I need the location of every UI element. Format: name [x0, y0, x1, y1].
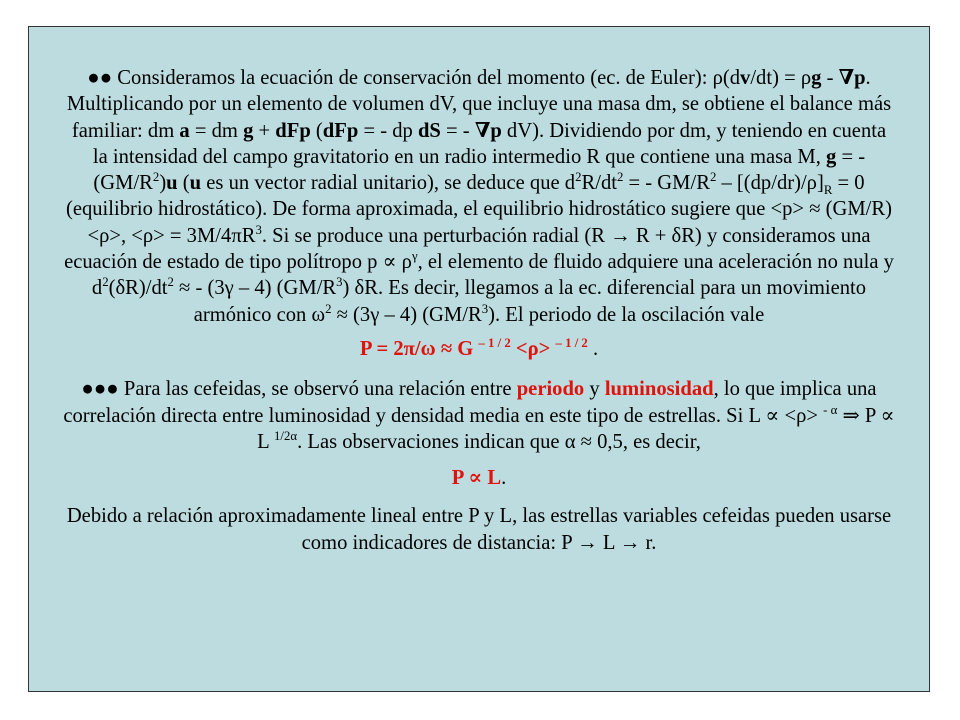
superscript: 2 — [575, 170, 582, 185]
text-run: R/dt — [581, 172, 617, 195]
superscript: 3 — [255, 222, 262, 237]
equation-text: P ∝ L — [451, 467, 502, 490]
vector-g: g — [811, 67, 822, 89]
text-run: - — [821, 67, 839, 89]
text-run: . Las observaciones indican que α ≈ 0,5, es decir, — [297, 430, 701, 453]
text-run: , el elemento de fluido adquiere una aceleración no nula y d — [91, 251, 894, 300]
vector-dFp: dFp — [322, 119, 359, 142]
text-run: ( — [310, 119, 323, 142]
gradient-p: ∇p — [838, 67, 866, 89]
vector-g: g — [243, 119, 254, 142]
slide-panel — [28, 26, 930, 692]
paragraph-cepheids — [63, 376, 895, 455]
text-run: = - (GM/R — [93, 145, 866, 195]
text-run: ) — [159, 172, 167, 195]
text-run: ( — [177, 172, 190, 195]
text-run: ) δR. Es decir, llegamos a la ec. diferencial para un movimiento armónico con ω — [193, 277, 867, 326]
superscript: 2 — [102, 275, 109, 290]
equation-exponent: – 1 / 2 — [478, 336, 511, 351]
vector-v: v — [740, 67, 751, 89]
superscript: 2 — [709, 170, 717, 185]
vector-g: g — [826, 145, 837, 168]
subscript: R — [823, 183, 833, 198]
equation-period-luminosity — [63, 465, 895, 491]
text-run: ●● Consideramos la ecuación de conservación del momento (ec. de Euler): ρ(d — [87, 67, 741, 89]
text-run: ≈ (3γ – 4) (GM/R — [331, 303, 482, 326]
text-run: /dt) = ρ — [750, 67, 812, 89]
vector-dFp: dFp — [275, 119, 311, 142]
highlight-periodo: periodo — [516, 378, 585, 401]
text-run: = - dp — [358, 119, 418, 142]
equation-period-end: . — [587, 337, 599, 360]
text-run: ⇒ P ∝ L — [257, 404, 895, 453]
text-run: + — [253, 119, 276, 142]
text-run: , lo que implica una correlación directa entre luminosidad y densidad media en este tipo de estrellas. Si L ∝ <ρ> — [63, 378, 877, 427]
text-run: ). El periodo de la oscilación vale — [488, 303, 765, 326]
superscript: 2 — [616, 170, 624, 185]
equation-exponent: – 1 / 2 — [555, 336, 588, 351]
text-run: . Multiplicando por un elemento de volumen dV, que incluye una masa dm, se obtiene el balance más familiar: dm — [66, 67, 892, 142]
paragraph-distance: Debido a relación aproximadamente lineal entre P y L, las estrellas variables cefeidas pueden usarse como indicadores de distancia: P → L → r. — [66, 505, 892, 554]
superscript: 3 — [336, 275, 343, 290]
text-run: = dm — [189, 119, 244, 142]
equation-period-end: . — [501, 467, 507, 490]
text-run: – [(dp/dr)/ρ] — [716, 172, 824, 195]
vector-u: u — [166, 172, 178, 195]
superscript: - α — [823, 402, 838, 417]
text-run: = - — [440, 119, 475, 142]
equation-period — [63, 336, 895, 362]
superscript: 2 — [325, 301, 332, 316]
superscript: γ — [411, 249, 418, 264]
text-run: . Si se produce una perturbación radial (R → R + δR) y consideramos una ecuación de estado de tipo polítropo p ∝ ρ — [64, 224, 871, 274]
vector-a: a — [179, 119, 190, 142]
superscript: 2 — [167, 275, 174, 290]
text-run: ●●● Para las cefeidas, se observó una relación entre — [81, 378, 517, 401]
text-run: es un vector radial unitario), se deduce que d — [201, 172, 576, 195]
highlight-luminosidad: luminosidad — [604, 378, 714, 401]
superscript: 3 — [481, 301, 489, 316]
text-run: = 0 (equilibrio hidrostático). De forma aproximada, el equilibrio hidrostático sugiere que <p> ≈ (GM/R)<ρ>, <ρ> = 3M/4πR — [65, 172, 893, 247]
text-run: = - GM/R — [623, 172, 710, 195]
text-run: ≈ - (3γ – 4) (GM/R — [173, 277, 337, 300]
superscript: 2 — [152, 170, 160, 185]
equation-text: P = 2π/ω ≈ G — [359, 337, 479, 360]
equation-text: <ρ> — [510, 337, 556, 360]
slide-content — [63, 65, 895, 556]
gradient-p: ∇p — [474, 119, 502, 142]
text-run: y — [584, 378, 605, 401]
text-run: dV). Dividiendo por dm, y teniendo en cuenta la intensidad del campo gravitatorio en un radio intermedio R que contiene una masa M, — [92, 119, 887, 168]
text-run: (δR)/dt — [108, 277, 168, 300]
vector-u: u — [189, 172, 202, 195]
vector-dS: dS — [417, 119, 441, 142]
superscript: 1/2α — [274, 429, 298, 443]
paragraph-euler — [63, 65, 895, 328]
